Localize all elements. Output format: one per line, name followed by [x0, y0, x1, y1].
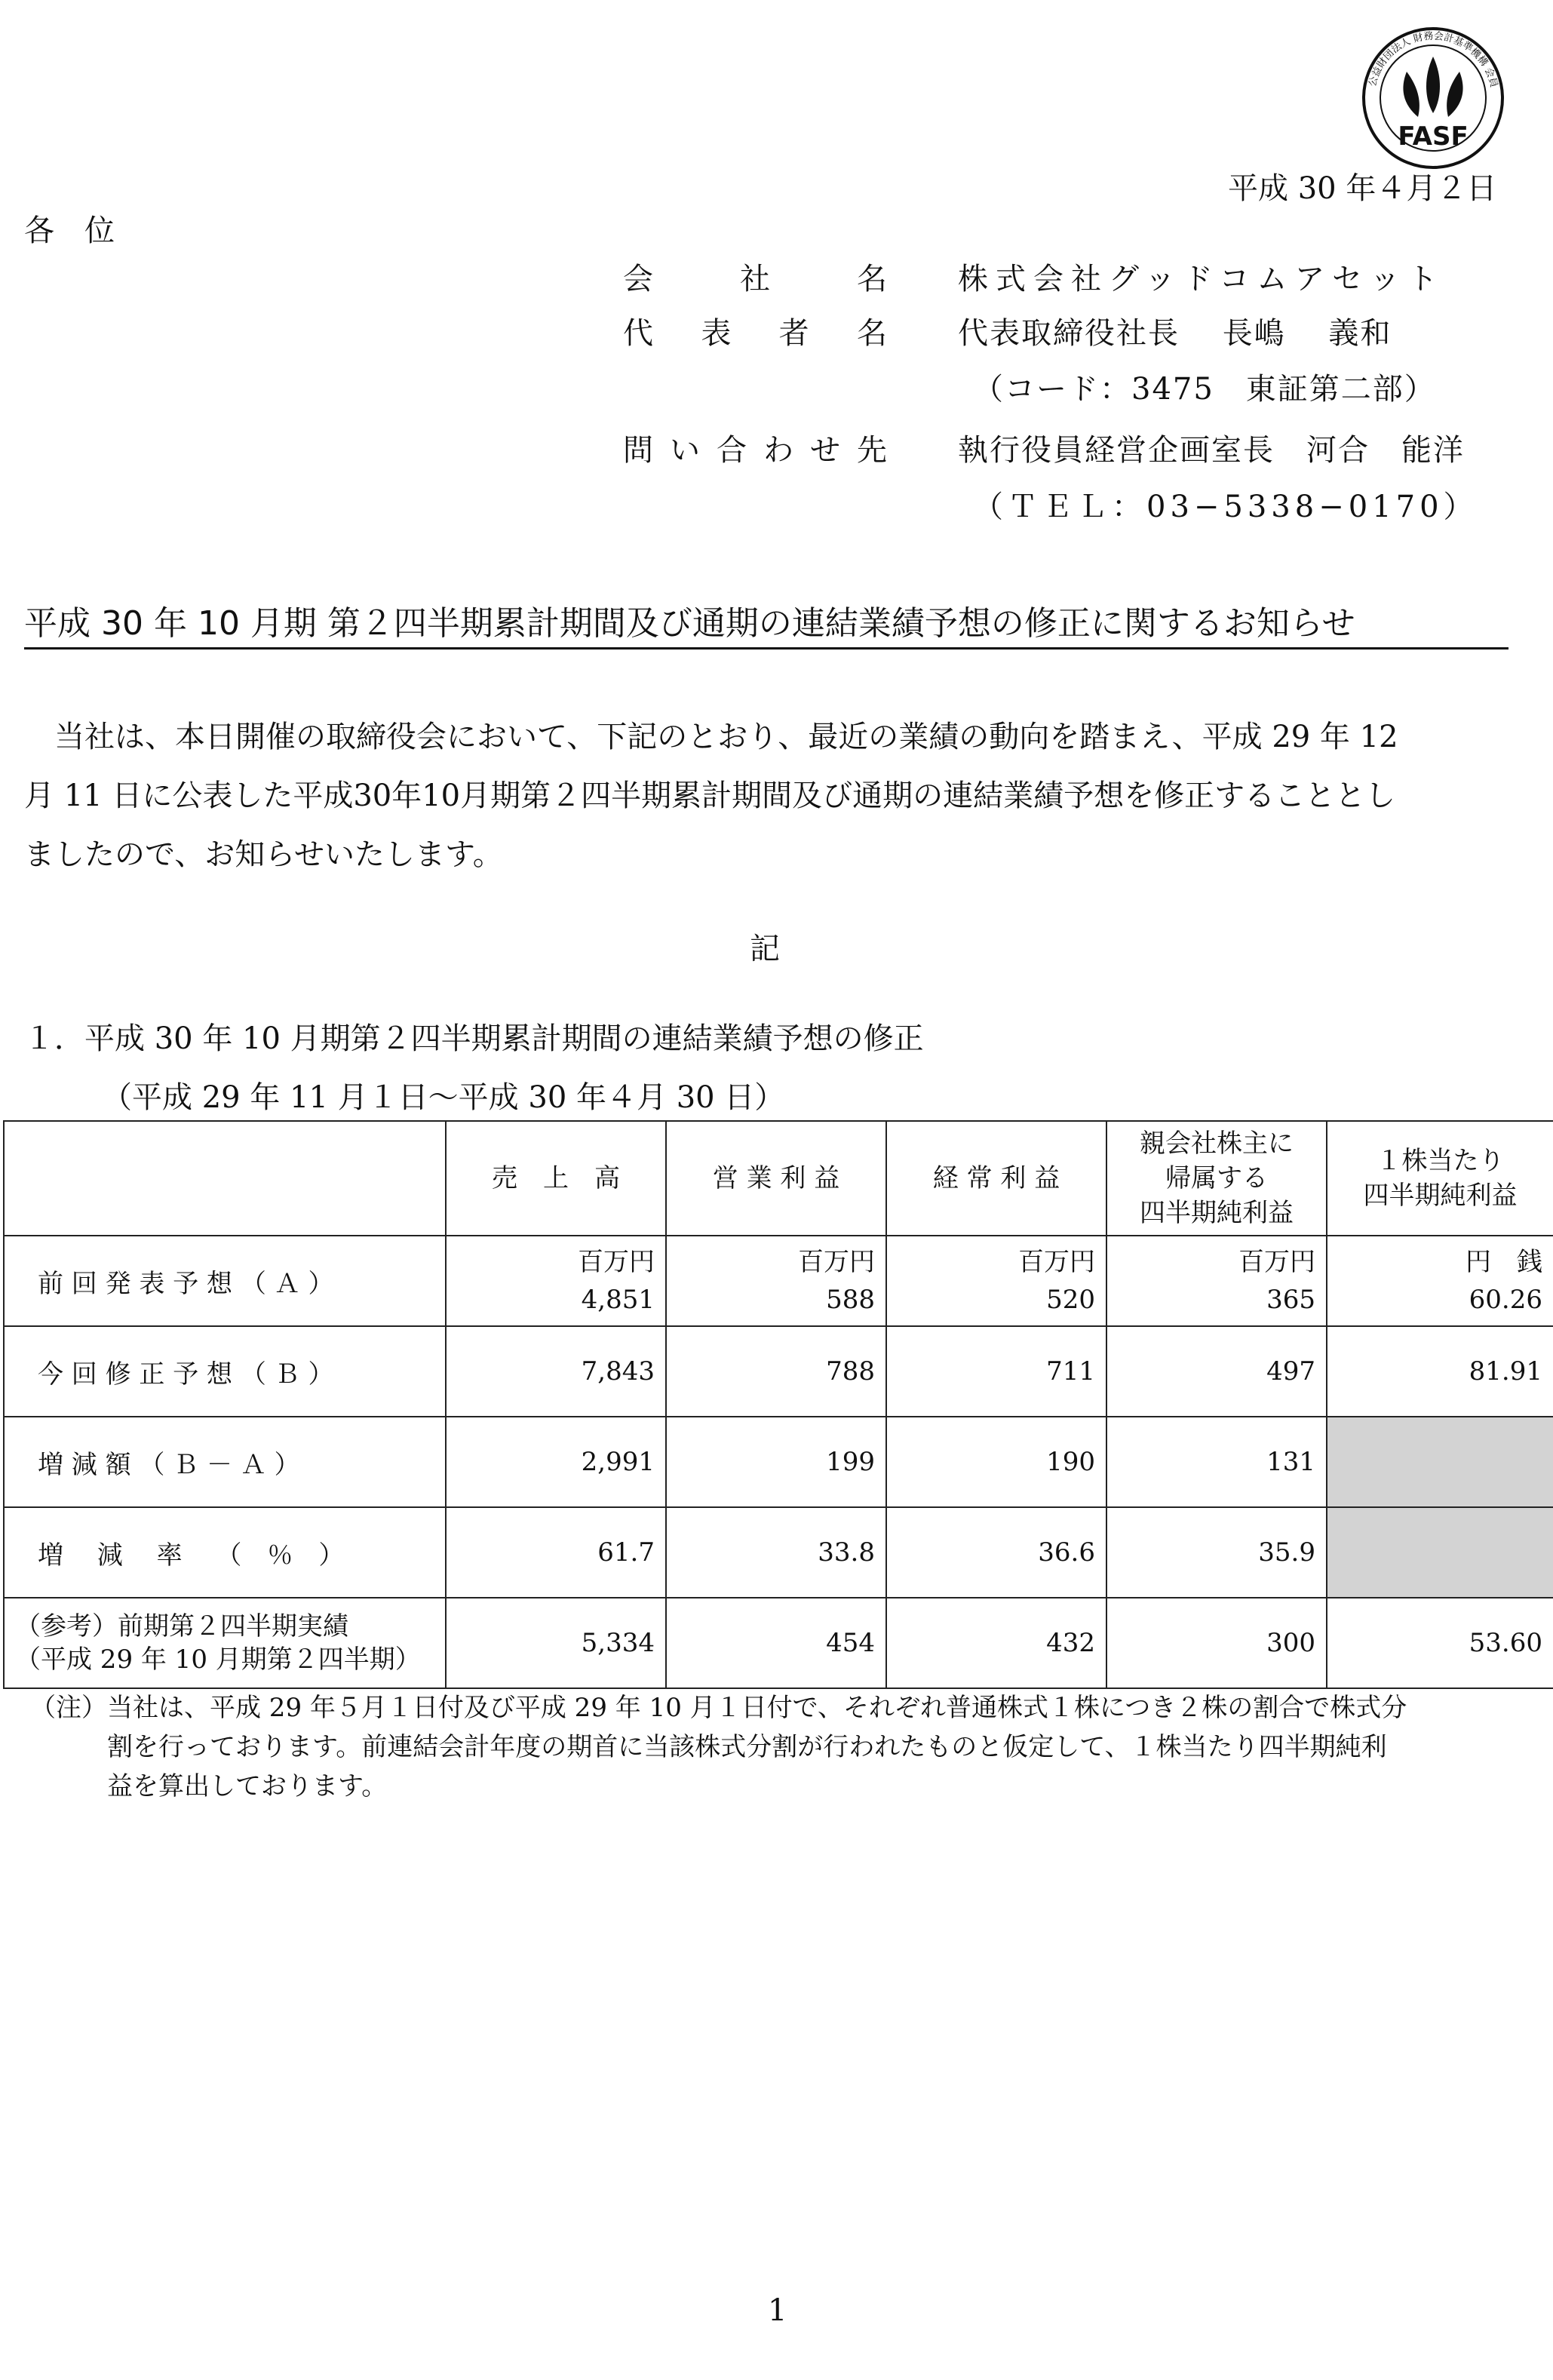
- unit-label: 円 銭: [1466, 1247, 1542, 1277]
- value-cell: [1327, 1236, 1553, 1326]
- company-info-value: 株式会社グッドコムアセット: [958, 262, 1445, 296]
- value-cell: 53.60: [1327, 1598, 1553, 1688]
- intro-paragraph: [24, 708, 1508, 884]
- value-cell: 2,991: [446, 1417, 666, 1507]
- value-cell: 497: [1106, 1326, 1327, 1417]
- value-cell: 131: [1106, 1417, 1327, 1507]
- logo-text: FASF: [1398, 121, 1469, 152]
- table-row: [4, 1598, 1553, 1688]
- value-cell: 33.8: [666, 1507, 886, 1598]
- label-char: せ: [810, 433, 840, 468]
- company-info-value: 執行役員経営企画室長 河合 能洋: [958, 433, 1465, 468]
- intro-line: 当社は、本日開催の取締役会において、下記のとおり、最近の業績の動向を踏まえ、平成 29 年 12: [24, 720, 1398, 754]
- table-row: [4, 1507, 1553, 1598]
- page-number: 1: [768, 2293, 787, 2328]
- label-char: わ: [763, 433, 793, 468]
- value: 60.26: [1469, 1285, 1542, 1315]
- label-char: 会: [623, 262, 653, 296]
- row-label: 前 回 発 表 予 想 （ Ａ ）: [4, 1236, 446, 1326]
- value-cell: 36.6: [886, 1507, 1106, 1598]
- row-label: 今 回 修 正 予 想 （ Ｂ ）: [4, 1326, 446, 1417]
- column-header: 売 上 高: [446, 1121, 666, 1236]
- company-info-label: [623, 309, 887, 352]
- company-info-value: （コード：3475 東証第二部）: [973, 372, 1436, 407]
- table-corner-cell: [4, 1121, 446, 1236]
- row-label: （参考）前期第２四半期実績 （平成 29 年 10 月期第２四半期）: [4, 1598, 446, 1688]
- section1-heading: １．平成 30 年 10 月期第２四半期累計期間の連結業績予想の修正: [24, 1021, 924, 1056]
- table-row: [4, 1417, 1553, 1507]
- release-date: 平成 30 年４月２日: [1228, 171, 1497, 206]
- value-cell: 61.7: [446, 1507, 666, 1598]
- label-char: 問: [623, 433, 653, 468]
- column-header: 営 業 利 益: [666, 1121, 886, 1236]
- value-cell: 7,843: [446, 1326, 666, 1417]
- value-cell: 5,334: [446, 1598, 666, 1688]
- value: 365: [1266, 1285, 1315, 1315]
- unit-label: 百万円: [1018, 1247, 1095, 1277]
- value-cell: 454: [666, 1598, 886, 1688]
- company-info-value: （ＴＥＬ：03−5338−0170）: [973, 490, 1478, 524]
- unit-label: 百万円: [578, 1247, 655, 1277]
- addressee: 各 位: [24, 213, 115, 248]
- table-header-row: [4, 1121, 1553, 1236]
- ki-heading: 記: [750, 932, 780, 966]
- logo-ring-text: 公益財団法人 財務会計基準機構 会員: [1367, 30, 1499, 89]
- section1-period: （平成 29 年 11 月１日〜平成 30 年４月 30 日）: [102, 1080, 785, 1115]
- value-cell: 432: [886, 1598, 1106, 1688]
- column-header: 親会社株主に 帰属する 四半期純利益: [1106, 1121, 1327, 1236]
- value-cell: [666, 1236, 886, 1326]
- value: 588: [826, 1285, 875, 1315]
- intro-line: ましたので、お知らせいたします。: [24, 837, 503, 872]
- value-cell: 81.91: [1327, 1326, 1553, 1417]
- value-cell: 788: [666, 1326, 886, 1417]
- company-info-value: 代表取締役社長 長嶋 義和: [958, 316, 1392, 351]
- value-cell: [1106, 1236, 1327, 1326]
- footnote-line: 割を行っております。前連結会計年度の期首に当該株式分割が行われたものと仮定して、１株当たり四半期純利: [30, 1732, 1387, 1762]
- row-label: 増 減 額 （ Ｂ － Ａ ）: [4, 1417, 446, 1507]
- label-char: 社: [740, 262, 770, 296]
- table-row: [4, 1236, 1553, 1326]
- value: 4,851: [581, 1285, 655, 1315]
- value-cell: [446, 1236, 666, 1326]
- label-char: 名: [857, 262, 887, 296]
- notice-title: 平成 30 年 10 月期 第２四半期累計期間及び通期の連結業績予想の修正に関するお知らせ: [24, 596, 1508, 650]
- row-label: 増 減 率 （ ％ ）: [4, 1507, 446, 1598]
- intro-line: 月 11 日に公表した平成30年10月期第２四半期累計期間及び通期の連結業績予想を修正することとし: [24, 778, 1396, 813]
- value-cell: 190: [886, 1417, 1106, 1507]
- label-char: 名: [856, 316, 887, 351]
- label-char: 合: [717, 433, 747, 468]
- value-cell: [1327, 1507, 1553, 1598]
- label-char: 先: [857, 433, 887, 468]
- value-cell: 711: [886, 1326, 1106, 1417]
- fasf-logo: [1358, 23, 1508, 174]
- value-cell: [886, 1236, 1106, 1326]
- column-header: 経 常 利 益: [886, 1121, 1106, 1236]
- footnote-line: 益を算出しております。: [30, 1771, 388, 1801]
- label-char: 代: [623, 316, 653, 351]
- footnote-line: （注）当社は、平成 29 年５月１日付及び平成 29 年 10 月１日付で、それぞれ普通株式１株につき２株の割合で株式分: [30, 1693, 1407, 1723]
- value-cell: 199: [666, 1417, 886, 1507]
- value: 520: [1046, 1285, 1095, 1315]
- footnote: [30, 1688, 1407, 1806]
- unit-label: 百万円: [1238, 1247, 1315, 1277]
- value-cell: 35.9: [1106, 1507, 1327, 1598]
- value-cell: [1327, 1417, 1553, 1507]
- label-char: い: [670, 433, 700, 468]
- company-info-label: [623, 426, 887, 469]
- unit-label: 百万円: [798, 1247, 875, 1277]
- column-header: １株当たり 四半期純利益: [1327, 1121, 1553, 1236]
- label-char: 者: [778, 316, 809, 351]
- forecast-table: [3, 1120, 1553, 1689]
- company-info-label: [623, 255, 887, 298]
- table-row: [4, 1326, 1553, 1417]
- value-cell: 300: [1106, 1598, 1327, 1688]
- label-char: 表: [701, 316, 732, 351]
